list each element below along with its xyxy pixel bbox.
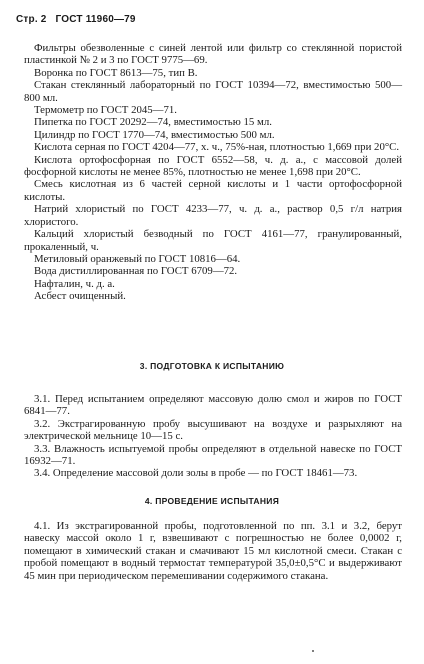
standard-id: ГОСТ 11960—79 (55, 14, 136, 25)
material-item: Воронка по ГОСТ 8613—75, тип В. (34, 66, 198, 79)
material-item: Натрий хлористый по ГОСТ 4233—77, ч. д. а., раствор 0,5 г/л натрия хлористого. (24, 203, 402, 228)
material-item: Метиловый оранжевый по ГОСТ 10816—64. (34, 252, 241, 265)
paragraph: 3.4. Определение массовой доли золы в пробе — по ГОСТ 18461—73. (34, 467, 358, 480)
page-number: Стр. 2 (16, 14, 47, 25)
material-item: Смесь кислотная из 6 частей серной кислоты и 1 части ортофосфорной кислоты. (24, 178, 402, 203)
material-item: Фильтры обезволенные с синей лентой или фильтр со стеклянной пористой пластинкой № 2 и 3 по ГОСТ 9775—69. (24, 42, 402, 67)
scan-speck (312, 650, 314, 652)
material-item: Кислота ортофосфорная по ГОСТ 6552—58, ч. д. а., с массовой долей фосфорной кислоты не менее 85%, плотностью не менее 1,698 при 20°С. (24, 153, 402, 179)
paragraph: 4.1. Из экстрагированной пробы, подготовленной по пп. 3.1 и 3.2, берут навеску массой около 1 г, взвешивают с погрешностью не более 0,0002 г, помещают в химический стакан и смачивают 15 мл кислотной смеси. Стакан с пробой помещают в водный термостат температурой 35,0±0,5°С и выдерживают 45 мин при периодическом перемешивании содержимого стакана. (24, 520, 402, 582)
material-item: Кислота серная по ГОСТ 4204—77, х. ч., 75%-ная, плотностью 1,669 при 20°С. (34, 141, 400, 154)
materials-list (24, 42, 402, 303)
material-item: Пипетка по ГОСТ 20292—74, вместимостью 15 мл. (34, 116, 272, 129)
section-4-body (24, 520, 402, 582)
material-item: Цилиндр по ГОСТ 1770—74, вместимостью 500 мл. (34, 128, 275, 141)
material-item: Вода дистиллированная по ГОСТ 6709—72. (34, 265, 238, 278)
section-3-body (24, 393, 402, 480)
section-4-title: 4. ПРОВЕДЕНИЕ ИСПЫТАНИЯ (144, 496, 280, 506)
material-item: Термометр по ГОСТ 2045—71. (34, 104, 177, 117)
paragraph: 3.1. Перед испытанием определяют массовую долю смол и жиров по ГОСТ 6841—77. (24, 393, 402, 418)
paragraph: 3.3. Влажность испытуемой пробы определяют в отдельной навеске по ГОСТ 16932—71. (24, 442, 402, 468)
page-header (16, 14, 142, 25)
material-item: Стакан стеклянный лабораторный по ГОСТ 10394—72, вместимостью 500—800 мл. (24, 79, 402, 104)
material-item: Кальций хлористый безводный по ГОСТ 4161—77, гранулированный, прокаленный, ч. (24, 228, 402, 253)
paragraph: 3.2. Экстрагированную пробу высушивают на воздухе и разрыхляют на электрической мельнице 10—15 с. (24, 417, 402, 443)
material-item: Нафталин, ч. д. а. (34, 277, 115, 290)
section-3-title: 3. ПОДГОТОВКА К ИСПЫТАНИЮ (139, 361, 285, 371)
material-item: Асбест очищенный. (34, 290, 126, 303)
